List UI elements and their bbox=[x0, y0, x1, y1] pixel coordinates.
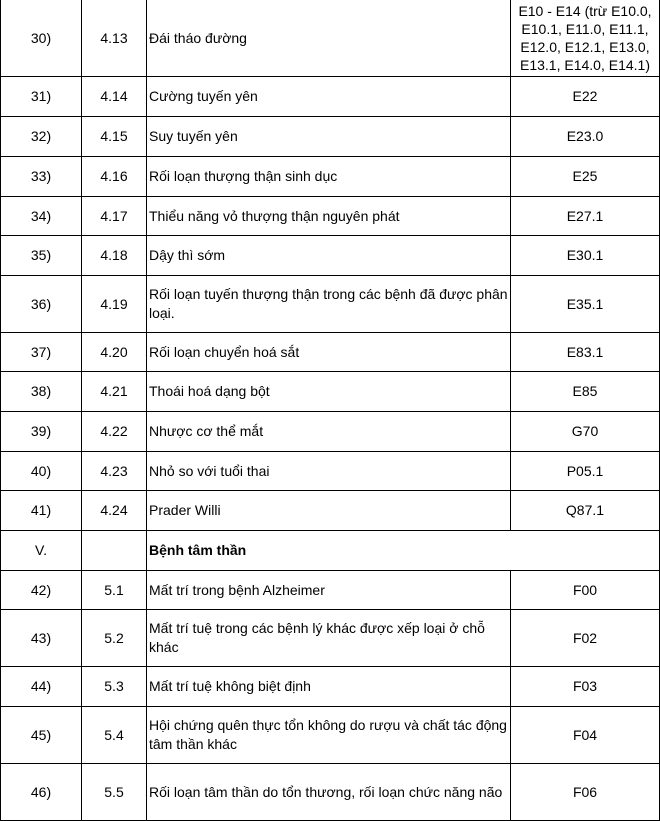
table-row bbox=[1, 372, 660, 412]
row-index: 36) bbox=[1, 276, 82, 333]
item-number bbox=[82, 531, 147, 571]
table-row bbox=[1, 276, 660, 333]
row-index: 35) bbox=[1, 236, 82, 276]
icd-code: G70 bbox=[511, 412, 660, 452]
table-row bbox=[1, 707, 660, 764]
table-row bbox=[1, 452, 660, 491]
disease-name: Suy tuyến yên bbox=[147, 117, 511, 157]
disease-name: Mất trí tuệ trong các bệnh lý khác được xếp loại ở chỗ khác bbox=[147, 610, 511, 667]
disease-name: Nhược cơ thể mắt bbox=[147, 412, 511, 452]
table-row bbox=[1, 77, 660, 117]
icd-code: E27.1 bbox=[511, 197, 660, 236]
icd-code: E30.1 bbox=[511, 236, 660, 276]
icd-code: E23.0 bbox=[511, 117, 660, 157]
disease-name: Rối loạn tuyến thượng thận trong các bệnh đã được phân loại. bbox=[147, 276, 511, 333]
row-index: 40) bbox=[1, 452, 82, 491]
icd-code: E22 bbox=[511, 77, 660, 117]
disease-name: Rối loạn chuyển hoá sắt bbox=[147, 333, 511, 372]
icd-code: E25 bbox=[511, 157, 660, 197]
disease-name: Mất trí tuệ không biệt định bbox=[147, 667, 511, 707]
disease-name: Hội chứng quên thực tổn không do rượu và chất tác động tâm thần khác bbox=[147, 707, 511, 764]
table-row bbox=[1, 764, 660, 821]
icd-code: F03 bbox=[511, 667, 660, 707]
table-row bbox=[1, 157, 660, 197]
item-number: 4.14 bbox=[82, 77, 147, 117]
item-number: 4.22 bbox=[82, 412, 147, 452]
item-number: 4.17 bbox=[82, 197, 147, 236]
table-row bbox=[1, 491, 660, 531]
item-number: 4.13 bbox=[82, 0, 147, 77]
row-index: 44) bbox=[1, 667, 82, 707]
disease-name: Thoái hoá dạng bột bbox=[147, 372, 511, 412]
item-number: 4.19 bbox=[82, 276, 147, 333]
icd-code: E85 bbox=[511, 372, 660, 412]
item-number: 4.18 bbox=[82, 236, 147, 276]
table-row bbox=[1, 610, 660, 667]
row-index: 43) bbox=[1, 610, 82, 667]
row-index: 41) bbox=[1, 491, 82, 531]
table-row bbox=[1, 571, 660, 610]
disease-name: Nhỏ so với tuổi thai bbox=[147, 452, 511, 491]
icd-code: Q87.1 bbox=[511, 491, 660, 531]
row-index: 42) bbox=[1, 571, 82, 610]
item-number: 4.24 bbox=[82, 491, 147, 531]
row-index: 33) bbox=[1, 157, 82, 197]
item-number: 4.16 bbox=[82, 157, 147, 197]
row-index: 45) bbox=[1, 707, 82, 764]
disease-name: Rối loạn tâm thần do tổn thương, rối loạn chức năng não bbox=[147, 764, 511, 821]
item-number: 4.23 bbox=[82, 452, 147, 491]
table-row bbox=[1, 197, 660, 236]
disease-name: Thiểu năng vỏ thượng thận nguyên phát bbox=[147, 197, 511, 236]
row-index: 38) bbox=[1, 372, 82, 412]
item-number: 4.15 bbox=[82, 117, 147, 157]
section-title: Bệnh tâm thần bbox=[147, 531, 660, 571]
disease-name: Dậy thì sớm bbox=[147, 236, 511, 276]
disease-name: Cường tuyến yên bbox=[147, 77, 511, 117]
icd-code: F02 bbox=[511, 610, 660, 667]
disease-name: Rối loạn thượng thận sinh dục bbox=[147, 157, 511, 197]
table-row bbox=[1, 0, 660, 77]
icd-code: F00 bbox=[511, 571, 660, 610]
row-index: 46) bbox=[1, 764, 82, 821]
table-row bbox=[1, 667, 660, 707]
row-index: 39) bbox=[1, 412, 82, 452]
table-row bbox=[1, 412, 660, 452]
row-index: 34) bbox=[1, 197, 82, 236]
table-row bbox=[1, 236, 660, 276]
item-number: 4.20 bbox=[82, 333, 147, 372]
icd-code: F06 bbox=[511, 764, 660, 821]
icd-code: P05.1 bbox=[511, 452, 660, 491]
icd-code: E35.1 bbox=[511, 276, 660, 333]
row-index: 30) bbox=[1, 0, 82, 77]
row-index: 31) bbox=[1, 77, 82, 117]
icd-code: E83.1 bbox=[511, 333, 660, 372]
icd-code: F04 bbox=[511, 707, 660, 764]
table-row bbox=[1, 333, 660, 372]
disease-name: Mất trí trong bệnh Alzheimer bbox=[147, 571, 511, 610]
section-index: V. bbox=[1, 531, 82, 571]
table-row bbox=[1, 117, 660, 157]
item-number: 5.1 bbox=[82, 571, 147, 610]
disease-name: Prader Willi bbox=[147, 491, 511, 531]
item-number: 5.3 bbox=[82, 667, 147, 707]
row-index: 37) bbox=[1, 333, 82, 372]
item-number: 5.4 bbox=[82, 707, 147, 764]
row-index: 32) bbox=[1, 117, 82, 157]
item-number: 4.21 bbox=[82, 372, 147, 412]
icd-code: E10 - E14 (trừ E10.0, E10.1, E11.0, E11.1, E12.0, E12.1, E13.0, E13.1, E14.0, E14.1) bbox=[511, 0, 660, 77]
section-row bbox=[1, 531, 660, 571]
disease-name: Đái tháo đường bbox=[147, 0, 511, 77]
item-number: 5.2 bbox=[82, 610, 147, 667]
item-number: 5.5 bbox=[82, 764, 147, 821]
